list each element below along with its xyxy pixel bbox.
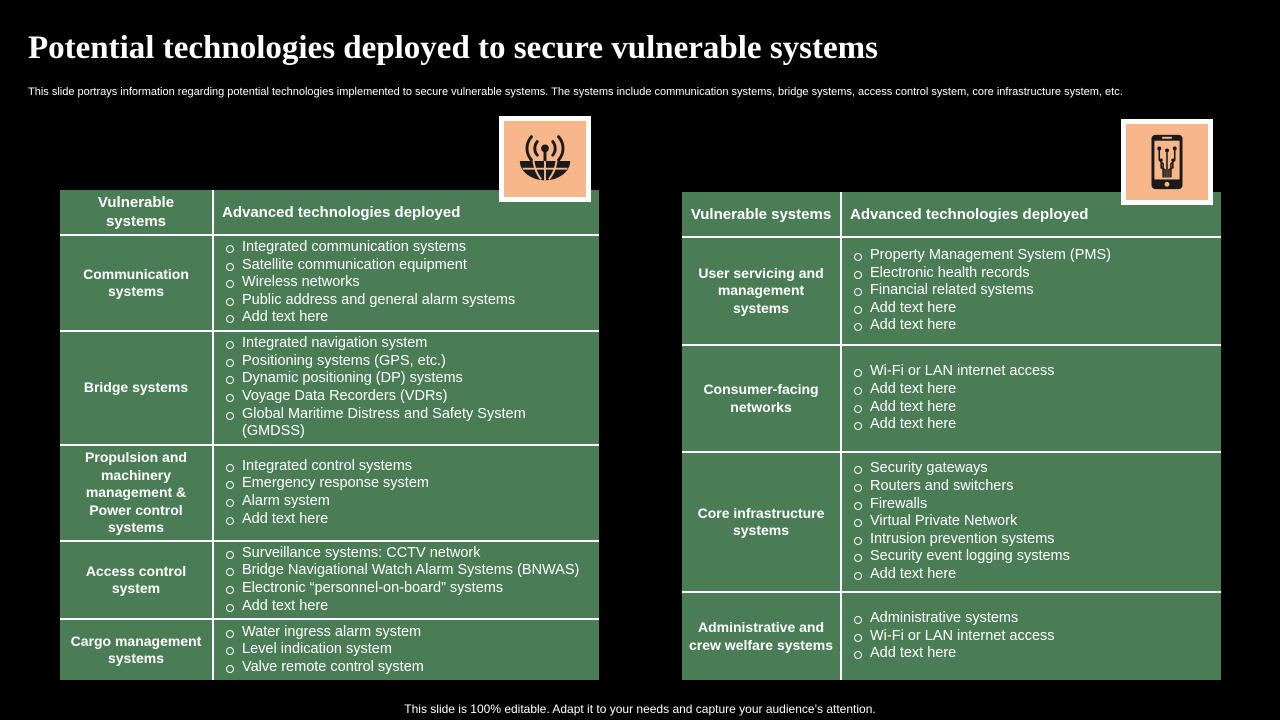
- list-item: Public address and general alarm systems: [224, 292, 599, 310]
- list-item: Intrusion prevention systems: [852, 531, 1221, 549]
- left-table: [60, 190, 599, 680]
- list-item: Dynamic positioning (DP) systems: [224, 370, 599, 388]
- list-item: Add text here: [852, 566, 1221, 584]
- technology-list: [224, 624, 599, 677]
- technology-list: [852, 363, 1221, 433]
- slide-subtitle: This slide portrays information regarding potential technologies implemented to secure vulnerable systems. The systems include communication systems, bridge systems, access control system, core infrastructure system, etc.: [28, 86, 1123, 98]
- list-item: Add text here: [224, 511, 599, 529]
- list-item: Add text here: [852, 381, 1221, 399]
- list-item: Satellite communication equipment: [224, 257, 599, 275]
- list-item: Add text here: [852, 416, 1221, 434]
- list-item: Firewalls: [852, 496, 1221, 514]
- list-item: Alarm system: [224, 493, 599, 511]
- table-row: [682, 593, 1221, 680]
- list-item: Electronic health records: [852, 265, 1221, 283]
- table-row: [60, 620, 599, 680]
- list-item: Add text here: [224, 598, 599, 616]
- system-name: Core infrastructure systems: [682, 453, 842, 591]
- list-item: Financial related systems: [852, 282, 1221, 300]
- list-item: Add text here: [852, 645, 1221, 663]
- list-item: Wi-Fi or LAN internet access: [852, 628, 1221, 646]
- list-item: Wi-Fi or LAN internet access: [852, 363, 1221, 381]
- system-name: Bridge systems: [60, 332, 214, 444]
- list-item: Integrated control systems: [224, 458, 599, 476]
- list-item: Virtual Private Network: [852, 513, 1221, 531]
- technology-list: [224, 545, 599, 615]
- slide-title: Potential technologies deployed to secure vulnerable systems: [28, 30, 878, 66]
- list-item: Security gateways: [852, 460, 1221, 478]
- system-name: Consumer-facing networks: [682, 346, 842, 451]
- technology-list: [224, 239, 599, 327]
- satellite-antenna-icon: [514, 128, 576, 190]
- smartphone-circuit-icon: [1139, 131, 1195, 193]
- header-advanced-technologies: Advanced technologies deployed: [222, 203, 461, 221]
- technology-list: [852, 610, 1221, 663]
- table-row: [682, 346, 1221, 453]
- list-item: Global Maritime Distress and Safety System (GMDSS): [224, 406, 599, 441]
- technology-list: [852, 460, 1221, 583]
- slide-footer: This slide is 100% editable. Adapt it to your needs and capture your audience’s attention.: [404, 702, 876, 716]
- smartphone-circuit-icon-box: [1121, 119, 1213, 205]
- system-name: Communication systems: [60, 236, 214, 330]
- header-vulnerable-systems: Vulnerable systems: [682, 192, 842, 236]
- technology-list: [852, 247, 1221, 335]
- list-item: Emergency response system: [224, 475, 599, 493]
- system-name: User servicing and management systems: [682, 238, 842, 344]
- right-table: [682, 192, 1221, 680]
- list-item: Add text here: [224, 309, 599, 327]
- list-item: Voyage Data Recorders (VDRs): [224, 388, 599, 406]
- list-item: Wireless networks: [224, 274, 599, 292]
- list-item: Routers and switchers: [852, 478, 1221, 496]
- table-row: [60, 236, 599, 332]
- list-item: Security event logging systems: [852, 548, 1221, 566]
- system-name: Propulsion and machinery management & Power control systems: [60, 446, 214, 540]
- system-name: Cargo management systems: [60, 620, 214, 680]
- system-name: Administrative and crew welfare systems: [682, 593, 842, 680]
- list-item: Property Management System (PMS): [852, 247, 1221, 265]
- list-item: Administrative systems: [852, 610, 1221, 628]
- list-item: Surveillance systems: CCTV network: [224, 545, 599, 563]
- table-row: [682, 453, 1221, 593]
- table-row: [60, 332, 599, 446]
- list-item: Add text here: [852, 317, 1221, 335]
- table-row: [682, 238, 1221, 346]
- technology-list: [224, 335, 599, 441]
- list-item: Electronic “personnel-on-board” systems: [224, 580, 599, 598]
- list-item: Integrated communication systems: [224, 239, 599, 257]
- table-row: [60, 446, 599, 542]
- list-item: Water ingress alarm system: [224, 624, 599, 642]
- list-item: Level indication system: [224, 641, 599, 659]
- list-item: Add text here: [852, 399, 1221, 417]
- header-vulnerable-systems: Vulnerable systems: [60, 190, 214, 234]
- technology-list: [224, 458, 599, 528]
- header-advanced-technologies: Advanced technologies deployed: [850, 205, 1089, 223]
- satellite-antenna-icon-box: [499, 116, 591, 202]
- list-item: Positioning systems (GPS, etc.): [224, 353, 599, 371]
- table-row: [60, 542, 599, 620]
- system-name: Access control system: [60, 542, 214, 618]
- list-item: Integrated navigation system: [224, 335, 599, 353]
- list-item: Add text here: [852, 300, 1221, 318]
- list-item: Bridge Navigational Watch Alarm Systems (BNWAS): [224, 562, 599, 580]
- list-item: Valve remote control system: [224, 659, 599, 677]
